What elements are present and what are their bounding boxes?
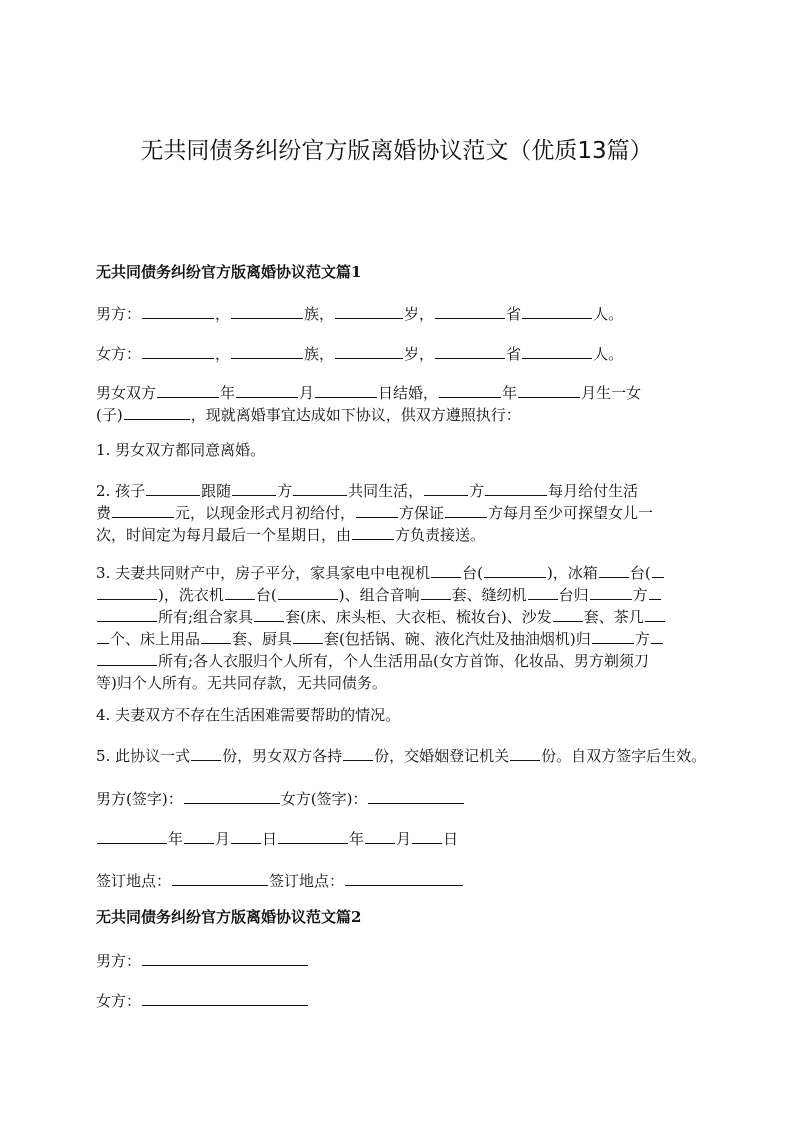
- document-title: 无共同债务纠纷官方版离婚协议范文（优质13篇）: [140, 138, 653, 164]
- marriage-intro-paragraph: 男女双方 年 月 日结婚， 年 月生一女 (子) ，现就离婚事宜达成如下协议，供双方遵照执行：: [96, 384, 642, 424]
- clause-2: 2. 孩子 跟随 方 共同生活， 方 每月给付生活 费 元，以现金形式月初给付， 方保证 方每月至少可探望女儿一 次，时间定为每月最后一个星期日，由 方负责接送。: [96, 482, 654, 544]
- signing-place-line: 签订地点： 签订地点：: [96, 870, 698, 892]
- date-line: 年 月 日 年 月 日: [96, 828, 698, 850]
- section-1-heading: 无共同债务纠纷官方版离婚协议范文篇1: [96, 263, 362, 281]
- male-info-line: 男方： ， 族， 岁， 省 人。: [96, 305, 624, 323]
- clause-3: 3. 夫妻共同财产中，房子平分，家具家电中电视机 台( )，冰箱 台( )，洗衣机 台( )、组合音响 套、缝纫机 台归 方 所有;组合家具 套(床、床头柜、大衣柜、梳妆台)、沙发 套、茶几 个、床上用品 套、厨具 套(包括锅、碗、液化汽灶及抽油烟机)归 方 所有;各人衣服归个人所有，个人生活用品(女方首饰、化妆品、男方剃须刀 等)归个人所有。无共同存款，无共同债务。: [96, 562, 698, 694]
- female-info-line: 女方： ， 族， 岁， 省 人。: [96, 345, 624, 363]
- clause-1: 1. 男女双方都同意离婚。: [96, 441, 266, 459]
- signature-line: 男方(签字)： 女方(签字)：: [96, 788, 698, 810]
- clause-5: 5. 此协议一式 份，男女双方各持 份，交婚姻登记机关 份。自双方签字后生效。: [96, 747, 707, 765]
- section-2-heading: 无共同债务纠纷官方版离婚协议范文篇2: [96, 908, 362, 926]
- section-2-male-line: 男方：: [96, 950, 698, 972]
- clause-4: 4. 夫妻双方不存在生活困难需要帮助的情况。: [96, 706, 401, 724]
- section-2-female-line: 女方：: [96, 990, 698, 1012]
